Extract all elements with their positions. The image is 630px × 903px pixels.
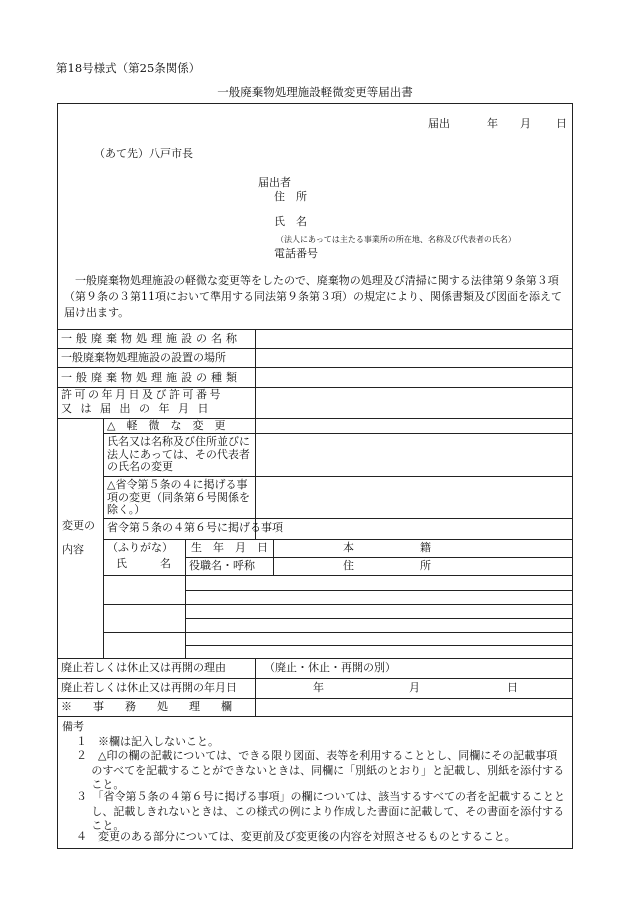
- item6-label: 省令第５条の４第６号に掲げる事項: [107, 521, 283, 534]
- phone-label: 電話番号: [274, 247, 318, 260]
- date-todoke: 届出: [428, 117, 450, 130]
- stop-date-day: 日: [507, 681, 518, 694]
- reason-value: （廃止・休止・再開の別）: [264, 661, 396, 674]
- addressee: （あて先）八戸市長: [94, 147, 193, 160]
- date-month: 月: [520, 117, 531, 130]
- change-label-2: 内容: [62, 543, 84, 556]
- office-use-label: ※ 事 務 処 理 欄: [61, 700, 237, 713]
- name-label: 氏 名: [274, 215, 307, 228]
- minor-change-label: △ 軽 微 な 変 更: [107, 419, 226, 432]
- date-year: 年: [487, 117, 498, 130]
- name-note: （法人にあっては主たる事業所の所在地、名称及び代表者の氏名）: [276, 235, 516, 244]
- facility-location-label: 一般廃棄物処理施設の設置の場所: [61, 351, 226, 364]
- facility-name-label: 一般廃棄物処理施設の名称: [61, 332, 241, 345]
- notes-heading: 備考: [62, 720, 84, 733]
- name-change-label: 氏名又は名称及び住所並びに法人にあっては、その代表者の氏名の変更: [107, 435, 250, 473]
- permit-label-2: 又は届出の年月日: [61, 402, 217, 415]
- stop-date-label: 廃止若しくは休止又は再開の年月日: [61, 681, 237, 694]
- reason-label: 廃止若しくは休止又は再開の理由: [61, 661, 226, 674]
- col-title: 役職名・呼称: [189, 559, 255, 572]
- intro-text: 一般廃棄物処理施設の軽微な変更等をしたので、廃棄物の処理及び清掃に関する法律第９条第３項（第９条の３第11項において準用する同法第９条第３項）の規定により、関係書類及び図面を添えて届け出ます。: [64, 274, 562, 319]
- note-2: ２ △印の欄の記載については、できる限り図面、表等を利用することとし、同欄にその記載事項のすべてを記載することができないときは、同欄に「別紙のとおり」と記載し、別紙を添付すること。: [76, 749, 565, 791]
- ordinance-change-label: △省令第５条の４に掲げる事項の変更（同条第６号関係を除く。）: [107, 478, 250, 516]
- applicant-heading: 届出者: [258, 176, 291, 189]
- facility-type-label: 一般廃棄物処理施設の種類: [61, 371, 241, 384]
- stop-date-month: 月: [409, 681, 420, 694]
- address-label: 住 所: [274, 190, 307, 203]
- col-honseki: 本 籍: [343, 541, 431, 554]
- document-title: 一般廃棄物処理施設軽微変更等届出書: [217, 85, 413, 99]
- note-1: １ ※欄は記入しないこと。: [76, 735, 219, 748]
- change-label-1: 変更の: [62, 519, 95, 532]
- stop-date-year: 年: [313, 681, 324, 694]
- col-birth: 生 年 月 日: [191, 541, 268, 554]
- note-4: ４ 変更のある部分については、変更前及び変更後の内容を対照させるものとすること。: [76, 830, 516, 843]
- date-day: 日: [556, 117, 567, 130]
- form-number: 第18号様式（第25条関係）: [56, 61, 201, 75]
- note-3: ３ 「省令第５条の４第６号に掲げる事項」の欄については、該当するすべての者を記載することとし、記載しきれないときは、この様式の例により作成した書面に記載して、その書面を添付すること。: [76, 790, 566, 832]
- col-name: 氏 名: [116, 557, 171, 570]
- col-furigana: （ふりがな）: [107, 541, 173, 554]
- permit-label-1: 許可の年月日及び許可番号: [61, 388, 223, 401]
- col-address: 住 所: [343, 559, 431, 572]
